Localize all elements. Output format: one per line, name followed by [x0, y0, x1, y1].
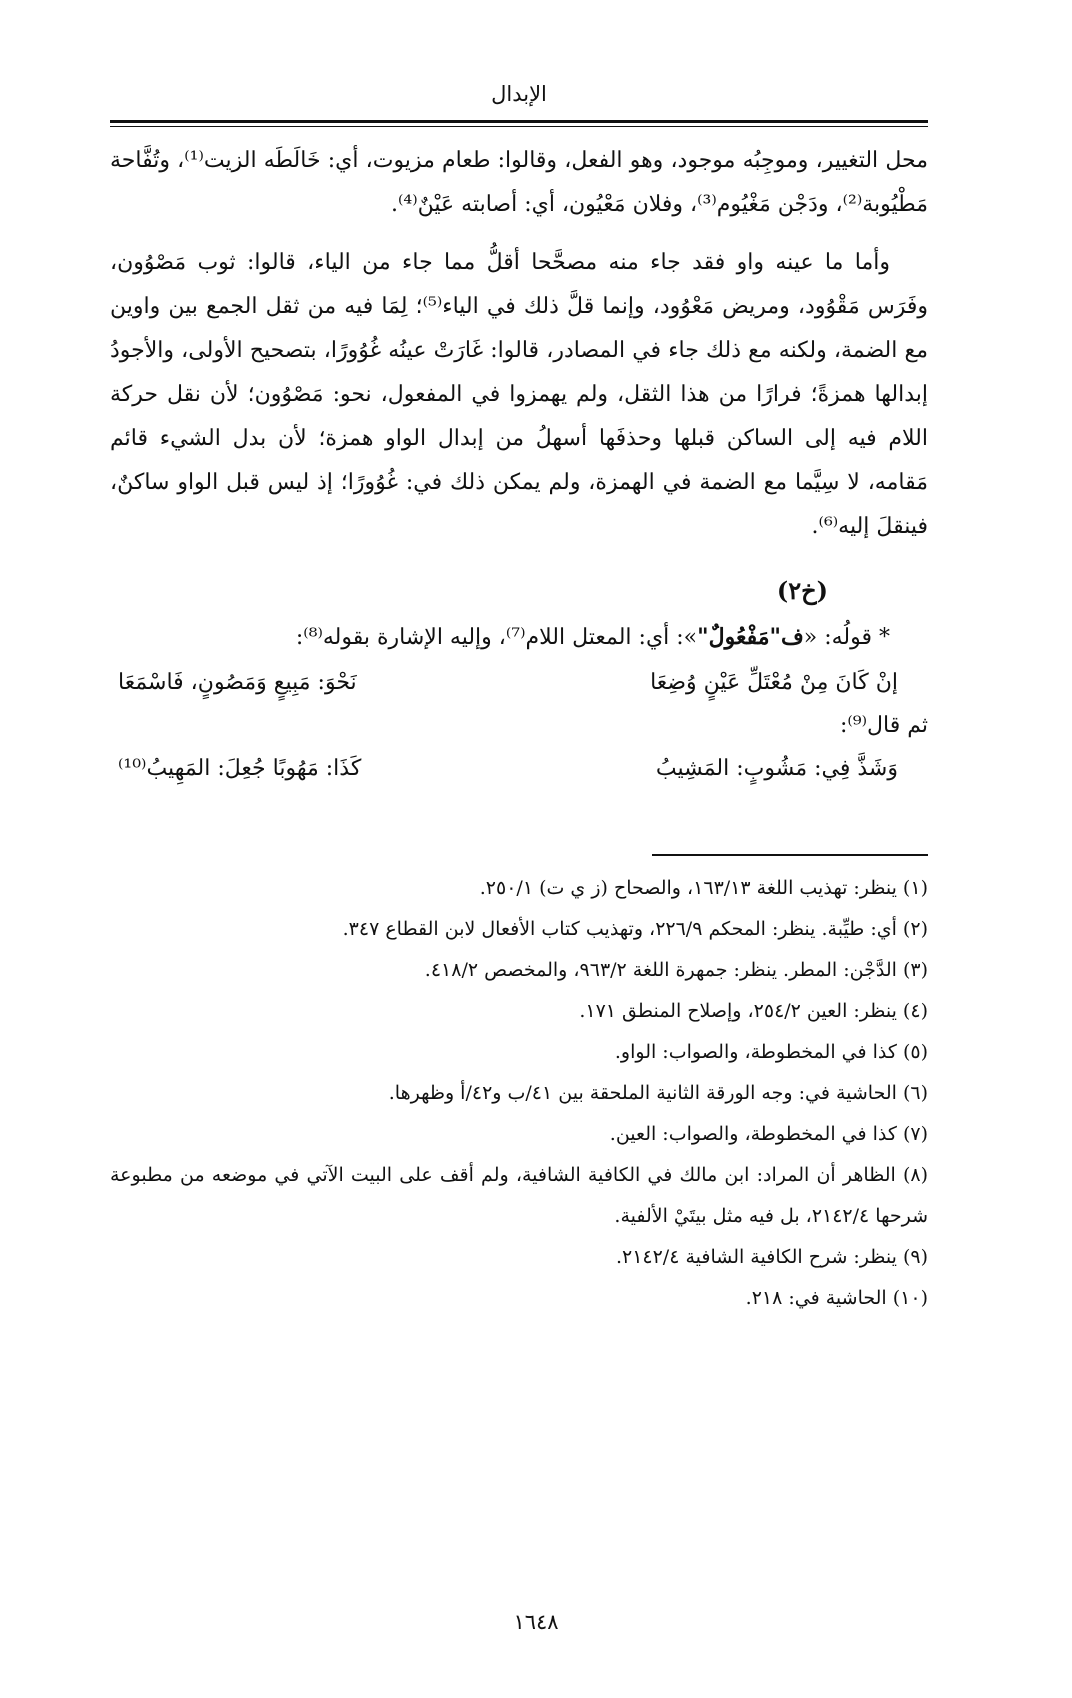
footnote-4: (٤) ينظر: العين ٢٥٤/٢، وإصلاح المنطق ١٧١.	[579, 999, 928, 1022]
then-said-line: ثم قال⁽⁹⁾:	[839, 713, 928, 738]
quote-prefix: * قولُه: «	[803, 625, 890, 650]
footnote-2: (٢) أي: طيِّبة. ينظر: المحكم ٢٢٦/٩، وتهذيب كتاب الأفعال لابن القطاع ٣٤٧.	[342, 917, 928, 940]
page-content	[110, 70, 928, 1319]
paragraph-2: وأما ما عينه واو فقد جاء منه مصحَّحا أقلُّ مما جاء من الياء، قالوا: ثوب مَصْوُون، وفَرَس مَقْوُود، ومريض مَعْوُود، وإنما قلَّ ذلك في الياء⁽⁵⁾؛ لِمَا فيه من ثقل الجمع بين واوين مع الضمة، ولكنه مع ذلك جاء في المصادر، قالوا: غَارَتْ عينُه غُوُورًا، بتصحيح الأولى، والأجودُ إبدالها همزةً؛ فرارًا من هذا الثقل، ولم يهمزوا في المفعول، نحو: مَصْوُون؛ لأن نقل حركة اللام فيه إلى الساكن قبلها وحذفَها أسهلُ من إبدال الواو همزة؛ لأن بدل الشيء قائم مَقامه، لا سِيَّما مع الضمة في الهمزة، ولم يمكن ذلك في: غُوُورًا؛ إذ ليس قبل الواو ساكنٌ، فينقلَ إليه⁽⁶⁾.	[110, 250, 928, 539]
footnote-7: (٧) كذا في المخطوطة، والصواب: العين.	[609, 1122, 928, 1145]
footnote-1: (١) ينظر: تهذيب اللغة ١٦٣/١٣، والصحاح (ز ي ت) ٢٥٠/١.	[479, 876, 928, 899]
section-marker: (خ٢)	[776, 576, 828, 605]
footnote-5: (٥) كذا في المخطوطة، والصواب: الواو.	[614, 1040, 928, 1063]
quote-bold-term: ف"مَفْعُولٌ"	[697, 624, 804, 650]
footnote-8: (٨) الظاهر أن المراد: ابن مالك في الكافية الشافية، ولم أقف على البيت الآتي في موضعه من مطبوعة شرحها ٢١٤٢/٤، بل فيه مثل بيتَيْ الألفية.	[110, 1163, 928, 1227]
footnote-3: (٣) الدَّجْن: المطر. ينظر: جمهرة اللغة ٩٦٣/٢، والمخصص ٤١٨/٢.	[424, 958, 928, 981]
footnote-separator	[110, 854, 928, 856]
verse-1-first-hemistich: إنْ كَانَ مِنْ مُعْتَلِّ عَيْنٍ وُضِعَا	[650, 670, 898, 695]
header-rule	[110, 120, 928, 127]
running-head: الإبدال	[491, 82, 547, 106]
footnote-9: (٩) ينظر: شرح الكافية الشافية ٢١٤٢/٤.	[615, 1245, 928, 1268]
page-number: ١٦٤٨	[513, 1610, 559, 1634]
verse-2-first-hemistich: وَشَذَّ فِي: مَشُوبٍ: المَشِيبُ	[655, 756, 898, 781]
quote-suffix: »: أي: المعتل اللام⁽⁷⁾، وإليه الإشارة بقوله⁽⁸⁾:	[295, 625, 698, 650]
verse-2-second-hemistich: كَذَا: مَهُوبًا جُعِلَ: المَهِيبُ⁽¹⁰⁾	[118, 756, 362, 781]
verse-1	[118, 660, 898, 706]
footnote-10: (١٠) الحاشية في: ٢١٨.	[745, 1286, 928, 1309]
quote-line	[110, 615, 890, 660]
footnote-6: (٦) الحاشية في: وجه الورقة الثانية الملحقة بين ٤١/ب و٤٢/أ وظهرها.	[388, 1081, 928, 1104]
verse-2	[118, 746, 898, 792]
paragraph-1: محل التغيير، وموجِبُه موجود، وهو الفعل، وقالوا: طعام مزيوت، أي: خَالَطَه الزيت⁽¹⁾، وتُفَّاحة مَطْيُوبة⁽²⁾، ودَجْن مَغْيُوم⁽³⁾، وفلان مَعْيُون، أي: أصابته عَيْنٌ⁽⁴⁾.	[110, 148, 928, 217]
footnotes	[110, 868, 928, 1319]
verse-1-second-hemistich: نَحْوَ: مَبِيعٍ وَمَصُونٍ، فَاسْمَعَا	[118, 670, 357, 695]
